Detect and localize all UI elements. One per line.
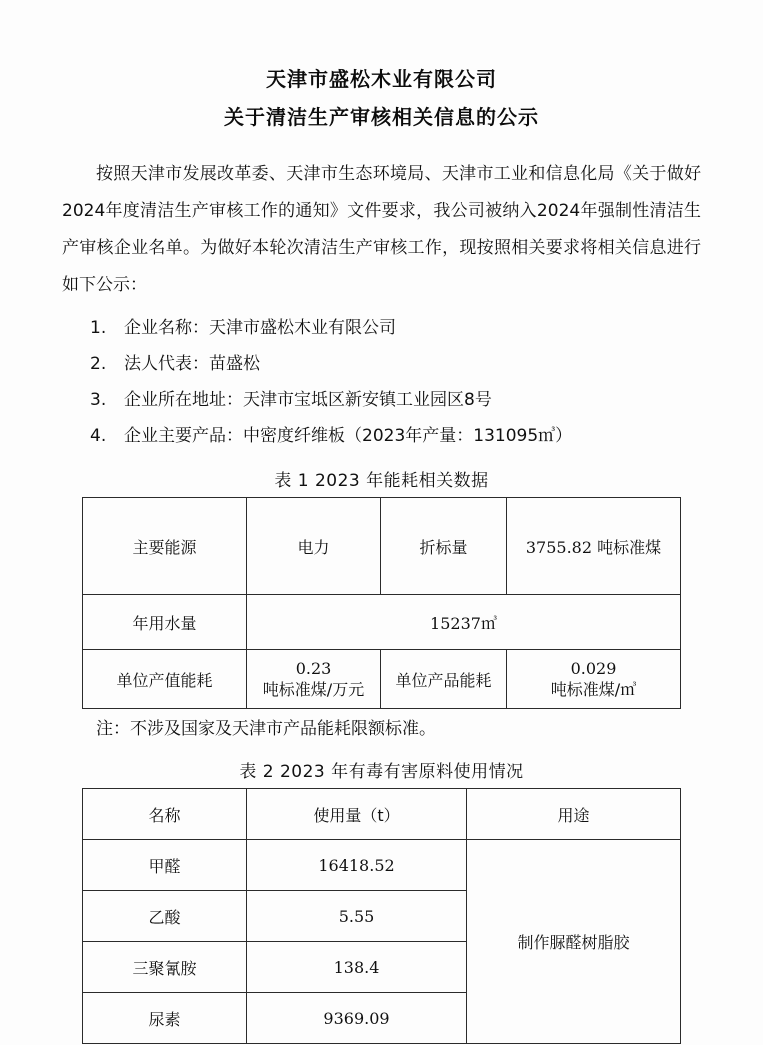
table-cell-material-amount: 9369.09 [247, 993, 467, 1044]
product-energy-unit: 吨标准煤/㎥ [550, 680, 637, 699]
table-header-row [83, 789, 681, 840]
table-cell-material-amount: 5.55 [247, 891, 467, 942]
table-cell-material-name: 三聚氰胺 [83, 942, 247, 993]
table-cell-usage-value: 制作脲醛树脂胶 [467, 840, 681, 1044]
list-item [62, 346, 701, 382]
list-item-number: 4. [90, 426, 107, 446]
table-cell-product-energy-value [507, 650, 681, 709]
table-cell-main-energy-value: 电力 [247, 498, 381, 595]
table-cell-output-energy-label: 单位产值能耗 [83, 650, 247, 709]
table-cell-material-name: 尿素 [83, 993, 247, 1044]
document-title [62, 60, 701, 136]
table-cell-material-name: 甲醛 [83, 840, 247, 891]
list-item-label: 法人代表：苗盛松 [124, 354, 260, 374]
table-cell-main-energy-label: 主要能源 [83, 498, 247, 595]
table-cell-standard-coal-label: 折标量 [381, 498, 507, 595]
table-cell-water-value: 15237㎥ [247, 595, 681, 650]
intro-paragraph: 按照天津市发展改革委、天津市生态环境局、天津市工业和信息化局《关于做好2024年度清洁生产审核工作的通知》文件要求，我公司被纳入2024年强制性清洁生产审核企业名单。为做好本轮次清洁生产审核工作，现按照相关要求将相关信息进行如下公示： [62, 164, 701, 295]
list-item-number: 1. [90, 318, 107, 338]
table1-caption: 表 1 2023 年能耗相关数据 [274, 471, 489, 491]
table-header-name: 名称 [83, 789, 247, 840]
info-list [62, 310, 701, 454]
list-item-label: 企业名称：天津市盛松木业有限公司 [124, 318, 396, 338]
table-row [83, 498, 681, 595]
table1-note: 注：不涉及国家及天津市产品能耗限额标准。 [96, 719, 436, 739]
list-item [62, 382, 701, 418]
list-item-label: 企业主要产品：中密度纤维板（2023年产量：131095㎥） [124, 426, 573, 446]
table-row [83, 650, 681, 709]
table-row [83, 840, 681, 891]
table-row [83, 595, 681, 650]
list-item [62, 418, 701, 454]
table-cell-material-name: 乙酸 [83, 891, 247, 942]
table-cell-material-amount: 138.4 [247, 942, 467, 993]
title-line-2: 关于清洁生产审核相关信息的公示 [224, 105, 539, 129]
table-cell-standard-coal-value: 3755.82 吨标准煤 [507, 498, 681, 595]
table-header-usage: 用途 [467, 789, 681, 840]
energy-data-table [82, 497, 681, 709]
table-cell-product-energy-label: 单位产品能耗 [381, 650, 507, 709]
list-item [62, 310, 701, 346]
hazardous-materials-table [82, 788, 681, 1044]
table-cell-water-label: 年用水量 [83, 595, 247, 650]
table-cell-material-amount: 16418.52 [247, 840, 467, 891]
table2-caption: 表 2 2023 年有毒有害原料使用情况 [239, 762, 524, 782]
output-energy-unit: 吨标准煤/万元 [262, 680, 365, 699]
list-item-label: 企业所在地址：天津市宝坻区新安镇工业园区8号 [124, 390, 492, 410]
list-item-number: 3. [90, 390, 107, 410]
table-cell-output-energy-value [247, 650, 381, 709]
output-energy-number: 0.23 [295, 659, 332, 678]
product-energy-number: 0.029 [570, 659, 617, 678]
table-header-amount: 使用量（t） [247, 789, 467, 840]
list-item-number: 2. [90, 354, 107, 374]
title-line-1: 天津市盛松木业有限公司 [266, 67, 497, 91]
